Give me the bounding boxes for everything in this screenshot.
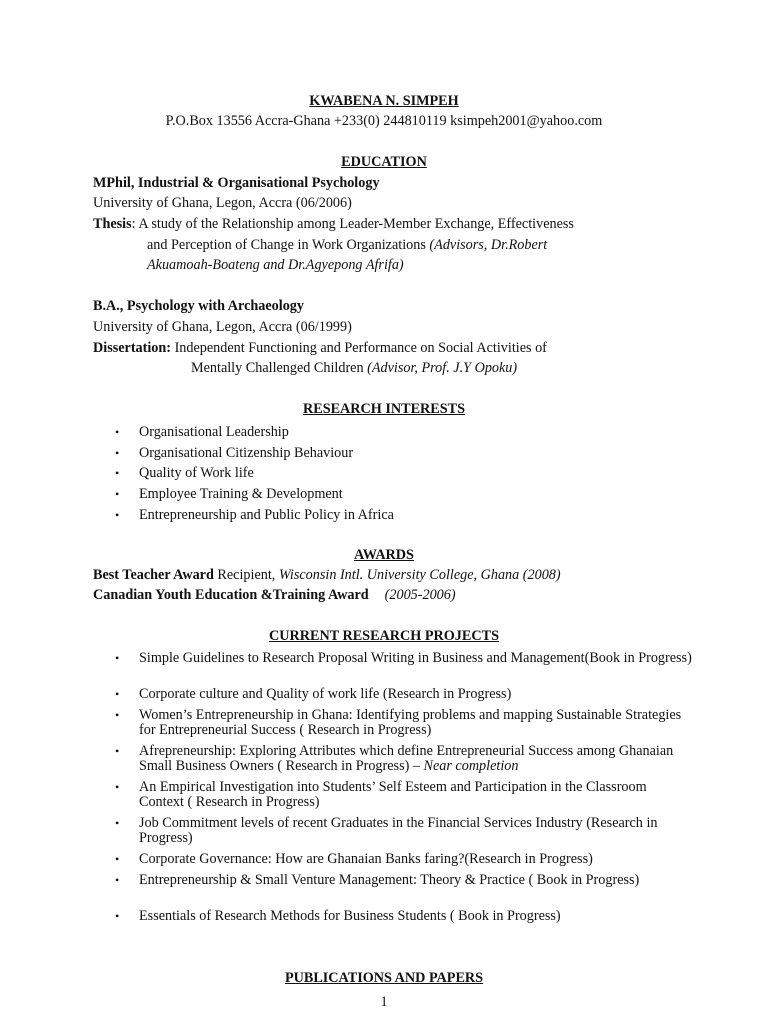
mphil-institution: University of Ghana, Legon, Accra (06/2006) <box>93 195 352 211</box>
research-interest-text: Employee Training & Development <box>139 486 343 502</box>
award-1-detail: Wisconsin Intl. University College, Ghana (2008) <box>278 567 561 583</box>
bullet-icon: • <box>115 816 120 830</box>
research-interest-item <box>115 485 695 503</box>
education-heading: EDUCATION <box>341 154 427 170</box>
project-text: Entrepreneurship & Small Venture Management: Theory & Practice ( Book in Progress) <box>139 872 640 888</box>
mphil-degree: MPhil, Industrial & Organisational Psychology <box>93 175 380 191</box>
project-note: Near completion <box>423 757 519 774</box>
project-text: Simple Guidelines to Research Proposal Writing in Business and Management(Book in Progress) <box>139 650 692 666</box>
project-text: Corporate culture and Quality of work life (Research in Progress) <box>139 686 512 702</box>
award-1 <box>93 566 561 584</box>
project-item <box>115 873 695 888</box>
bullet-icon: • <box>115 852 120 866</box>
project-item <box>115 687 695 702</box>
bullet-icon: • <box>115 446 120 460</box>
bullet-icon: • <box>115 909 120 923</box>
project-text: Women’s Entrepreneurship in Ghana: Identifying problems and mapping Sustainable Strategies for Entrepreneurial Success ( Research in Progress) <box>139 707 682 738</box>
project-text: Essentials of Research Methods for Business Students ( Book in Progress) <box>139 908 561 924</box>
bullet-icon: • <box>115 873 120 887</box>
award-2-detail: (2005-2006) <box>384 587 456 603</box>
bullet-icon: • <box>115 466 120 480</box>
research-interest-text: Entrepreneurship and Public Policy in Africa <box>139 507 394 523</box>
bullet-icon: • <box>115 508 120 522</box>
contact-line: P.O.Box 13556 Accra-Ghana +233(0) 244810119 ksimpeh2001@yahoo.com <box>165 113 603 129</box>
research-interest-text: Quality of Work life <box>139 465 254 481</box>
research-interest-text: Organisational Leadership <box>139 424 289 440</box>
project-text: Afrepreneurship: Exploring Attributes which define Entrepreneurial Success among Ghanaian Small Business Owners ( Research in Progress) – Near completion <box>139 743 674 774</box>
thesis-line-2 <box>147 236 547 254</box>
bullet-icon: • <box>115 744 120 758</box>
research-interest-item <box>115 506 695 524</box>
thesis-label: Thesis <box>93 216 132 232</box>
research-interests-heading: RESEARCH INTERESTS <box>302 401 466 417</box>
ba-degree: B.A., Psychology with Archaeology <box>93 298 304 314</box>
award-2 <box>93 586 456 604</box>
bullet-icon: • <box>115 651 120 665</box>
thesis-advisors: (Advisors, Dr.Robert <box>429 237 548 253</box>
award-1-title: Best Teacher Award <box>93 567 214 583</box>
dissertation-label: Dissertation: <box>93 340 172 356</box>
project-item <box>115 852 695 867</box>
thesis-line <box>93 215 574 233</box>
project-item <box>115 744 695 773</box>
bullet-icon: • <box>115 425 120 439</box>
award-1-text: Recipient, <box>213 567 279 583</box>
project-text: Corporate Governance: How are Ghanaian Banks faring?(Research in Progress) <box>139 851 593 867</box>
dissertation-line <box>93 339 547 357</box>
bullet-icon: • <box>115 487 120 501</box>
research-interest-item <box>115 464 695 482</box>
ba-institution: University of Ghana, Legon, Accra (06/1999) <box>93 319 352 335</box>
page-number: 1 <box>380 994 388 1010</box>
dissertation-line-2 <box>191 359 517 377</box>
project-item <box>115 708 695 737</box>
bullet-icon: • <box>115 687 120 701</box>
project-item <box>115 780 695 809</box>
thesis-text-2: and Perception of Change in Work Organizations <box>147 237 430 253</box>
thesis-text-1: : A study of the Relationship among Leader-Member Exchange, Effectiveness <box>131 216 574 232</box>
bullet-icon: • <box>115 708 120 722</box>
project-text: Job Commitment levels of recent Graduates in the Financial Services Industry (Research in Progress) <box>139 815 658 846</box>
bullet-icon: • <box>115 780 120 794</box>
dissertation-text-2: Mentally Challenged Children <box>191 360 368 376</box>
project-text: An Empirical Investigation into Students’ Self Esteem and Participation in the Classroom Context ( Research in Progress) <box>139 779 647 810</box>
project-item <box>115 816 695 845</box>
project-item <box>115 651 695 666</box>
awards-heading: AWARDS <box>354 547 414 563</box>
publications-heading: PUBLICATIONS AND PAPERS <box>284 970 484 986</box>
thesis-advisors-cont: Akuamoah-Boateng and Dr.Agyepong Afrifa) <box>147 257 404 273</box>
dissertation-advisor: (Advisor, Prof. J.Y Opoku) <box>367 360 518 376</box>
project-item <box>115 909 695 924</box>
dissertation-text-1: Independent Functioning and Performance on Social Activities of <box>171 340 547 356</box>
research-interest-item <box>115 444 695 462</box>
research-interest-item <box>115 423 695 441</box>
applicant-name: KWABENA N. SIMPEH <box>309 93 459 109</box>
research-interest-text: Organisational Citizenship Behaviour <box>139 445 354 461</box>
projects-heading: CURRENT RESEARCH PROJECTS <box>269 628 499 644</box>
award-2-title: Canadian Youth Education &Training Award <box>93 587 369 603</box>
